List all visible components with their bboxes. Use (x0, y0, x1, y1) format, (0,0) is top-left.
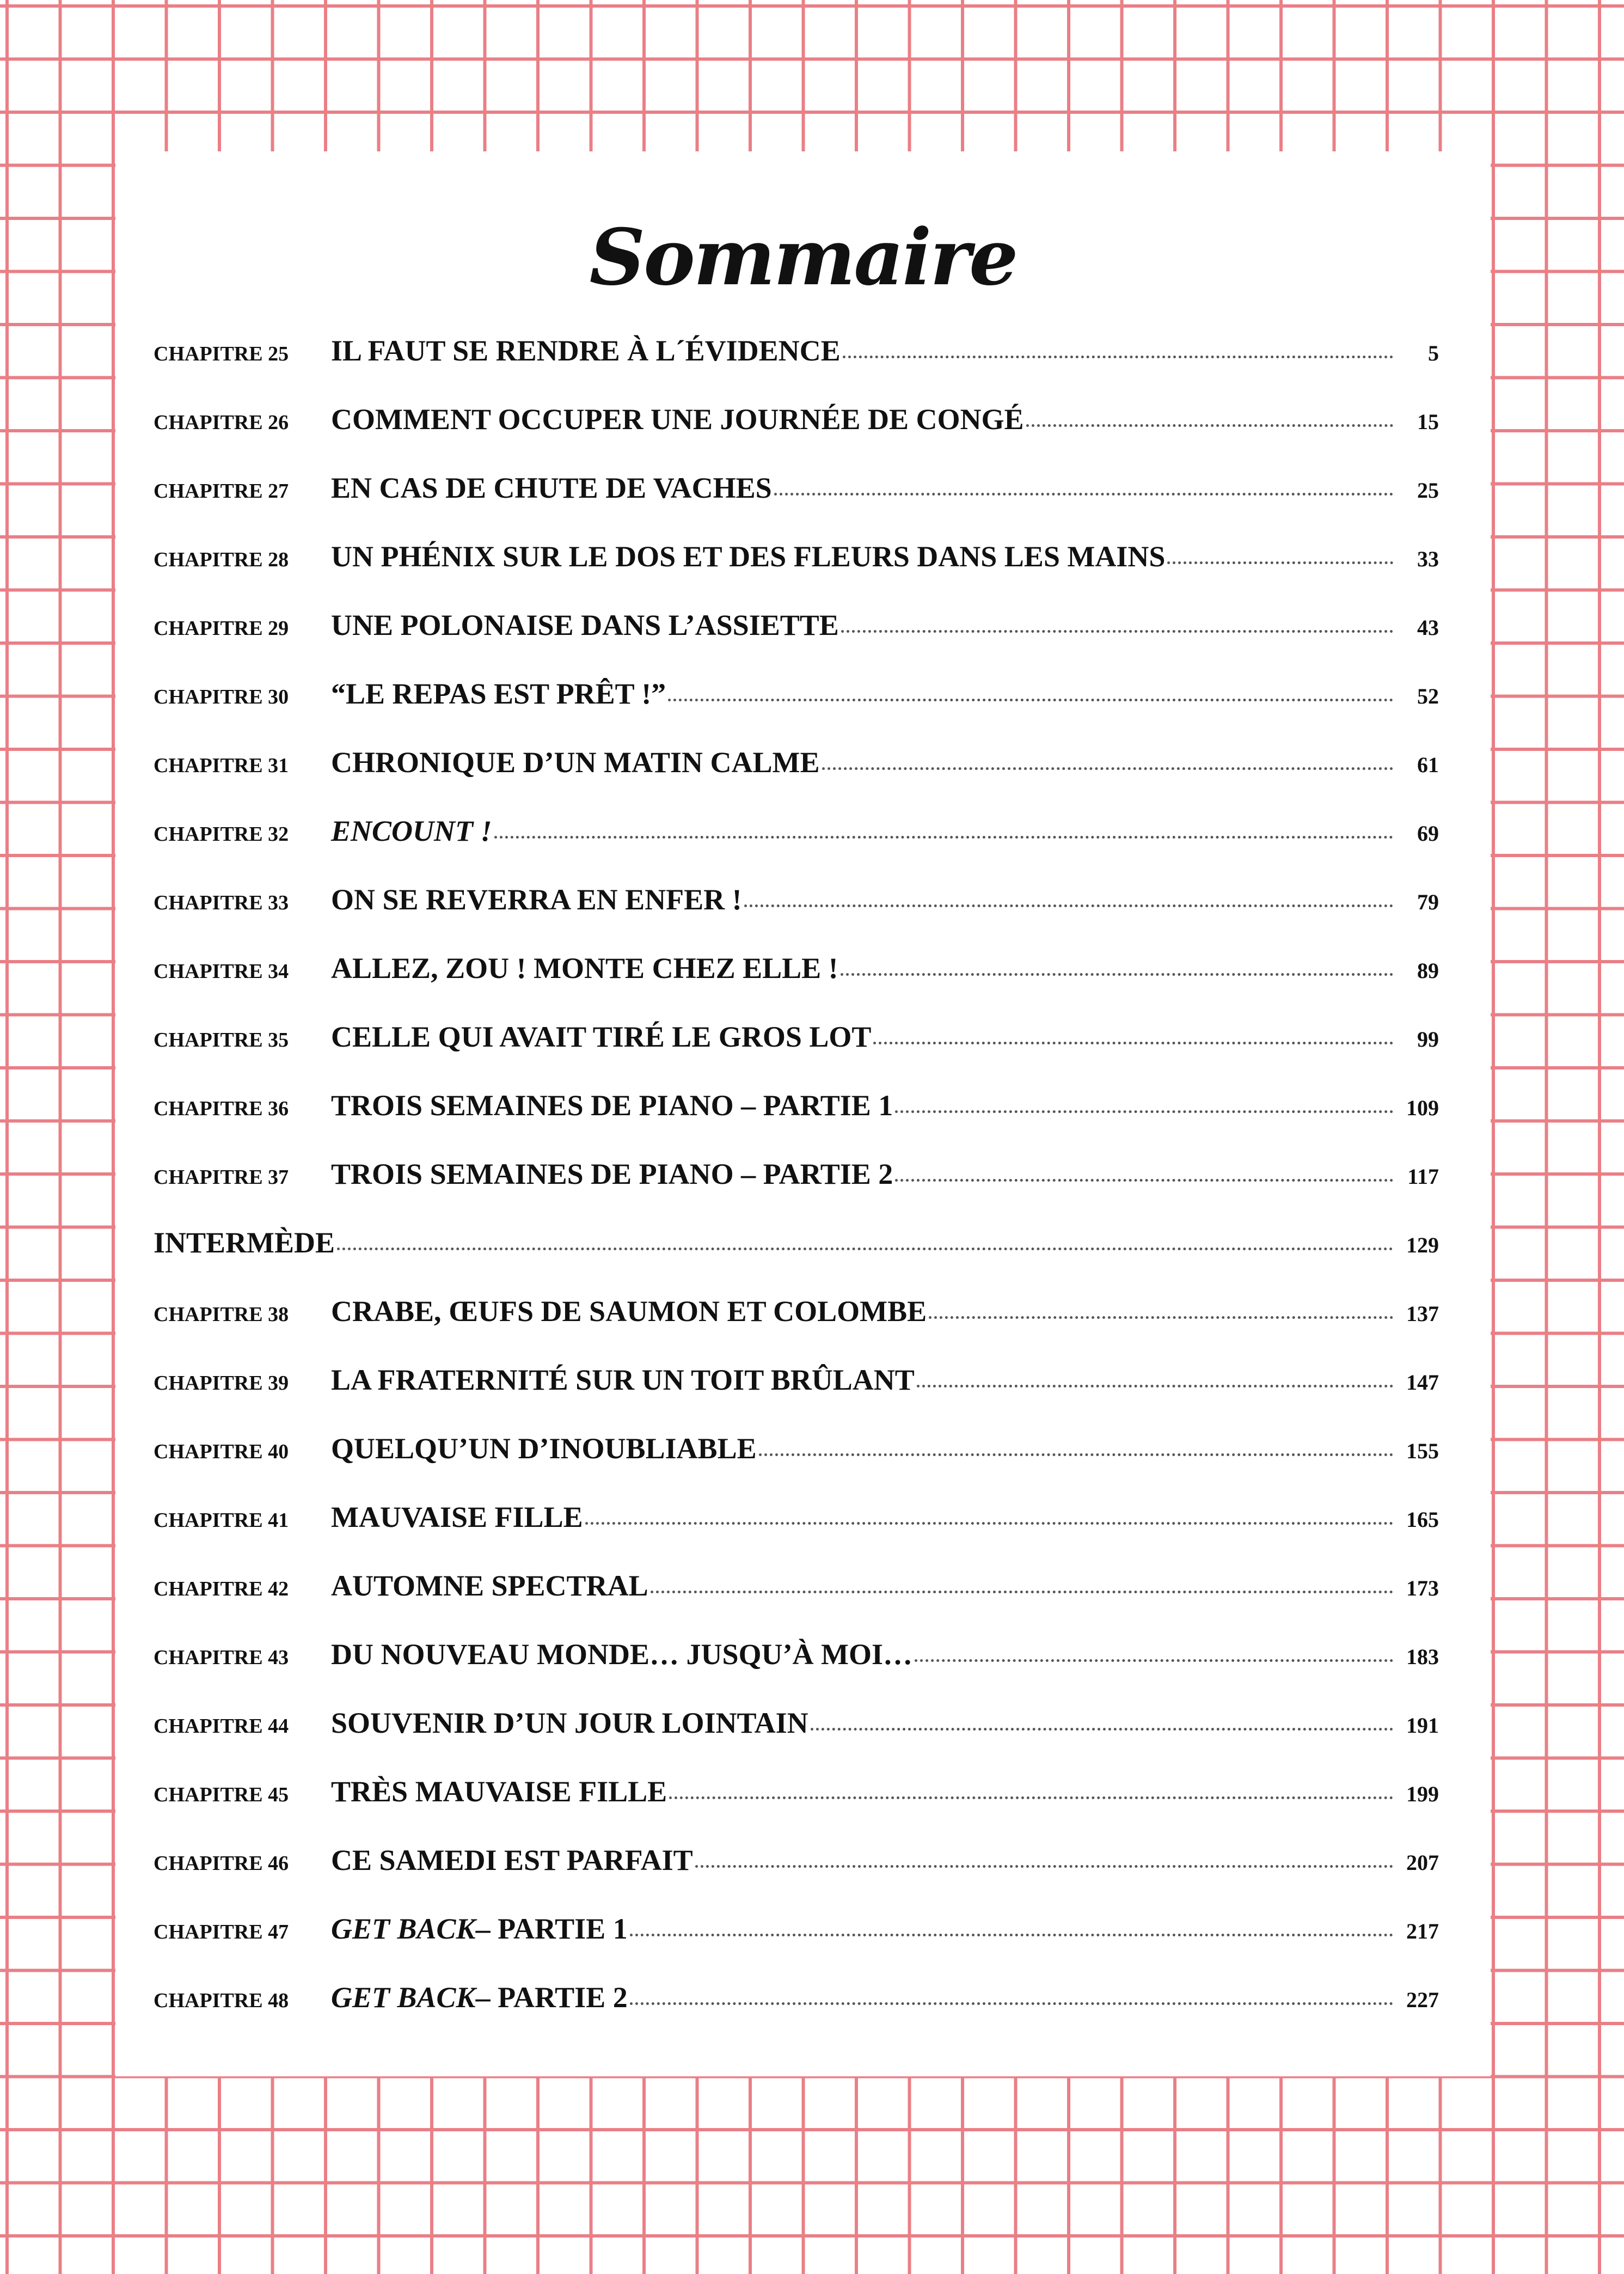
chapter-number: CHAPITRE 40 (154, 1440, 289, 1463)
chapter-number: CHAPITRE 32 (154, 823, 289, 846)
toc-entry (154, 1432, 1439, 1475)
dot-leader (774, 493, 1393, 496)
page-number: 52 (1417, 684, 1439, 708)
page-number: 173 (1406, 1576, 1439, 1600)
chapter-title: GET BACK (331, 1912, 476, 1945)
page-number: 183 (1406, 1645, 1439, 1669)
chapter-number: CHAPITRE 48 (154, 1989, 289, 2012)
toc-entry-interlude (154, 1226, 1439, 1269)
page-number: 15 (1417, 409, 1439, 434)
toc-entry (154, 1157, 1439, 1201)
toc-entry (154, 814, 1439, 858)
chapter-title: CHRONIQUE D’UN MATIN CALME (331, 746, 820, 779)
dot-leader (929, 1316, 1393, 1319)
page-number: 137 (1406, 1301, 1439, 1326)
dot-leader (873, 1042, 1393, 1044)
page-number: 89 (1417, 958, 1439, 983)
chapter-title: ON SE REVERRA EN ENFER ! (331, 883, 742, 916)
chapter-number: CHAPITRE 29 (154, 617, 289, 640)
toc-panel (115, 151, 1491, 2076)
chapter-title: ENCOUNT ! (331, 815, 492, 847)
toc-entry (154, 1294, 1439, 1338)
page-number: 129 (1406, 1233, 1439, 1257)
dot-leader (915, 1659, 1393, 1662)
dot-leader (895, 1110, 1393, 1113)
page-number: 61 (1417, 753, 1439, 777)
toc-entry (154, 951, 1439, 995)
chapter-number: CHAPITRE 34 (154, 960, 289, 983)
chapter-number: CHAPITRE 42 (154, 1578, 289, 1600)
chapter-title: CRABE, ŒUFS DE SAUMON ET COLOMBE (331, 1295, 927, 1328)
chapter-number: CHAPITRE 26 (154, 411, 289, 434)
chapter-title: IL FAUT SE RENDRE À L´ÉVIDENCE (331, 334, 841, 367)
chapter-number: CHAPITRE 37 (154, 1166, 289, 1189)
chapter-number: CHAPITRE 45 (154, 1783, 289, 1806)
dot-leader (630, 2002, 1393, 2005)
toc-entry (154, 608, 1439, 652)
toc-entry (154, 1020, 1439, 1063)
toc-entry (154, 1980, 1439, 2024)
dot-leader (669, 1796, 1393, 1799)
dot-leader (651, 1591, 1393, 1593)
page-number: 99 (1417, 1027, 1439, 1052)
toc-entry (154, 1637, 1439, 1681)
chapter-title: CE SAMEDI EST PARFAIT (331, 1844, 693, 1876)
chapter-title: UN PHÉNIX SUR LE DOS ET DES FLEURS DANS LES MAINS (331, 540, 1166, 573)
chapter-number: CHAPITRE 44 (154, 1715, 289, 1738)
toc-entry (154, 1569, 1439, 1612)
page-number: 25 (1417, 478, 1439, 503)
chapter-title: DU NOUVEAU MONDE… JUSQU’À MOI… (331, 1638, 912, 1671)
page-number: 207 (1406, 1850, 1439, 1875)
toc-entry (154, 471, 1439, 515)
chapter-title: ALLEZ, ZOU ! MONTE CHEZ ELLE ! (331, 952, 838, 985)
page-number: 69 (1417, 821, 1439, 846)
chapter-title: AUTOMNE SPECTRAL (331, 1569, 648, 1602)
chapter-title: GET BACK (331, 1981, 476, 2014)
page-title: Sommaire (589, 212, 1017, 303)
chapter-title: SOUVENIR D’UN JOUR LOINTAIN (331, 1707, 808, 1739)
page-number: 191 (1406, 1713, 1439, 1738)
dot-leader (744, 904, 1393, 907)
toc-entry (154, 402, 1439, 446)
chapter-title: TROIS SEMAINES DE PIANO – PARTIE 2 (331, 1158, 893, 1190)
dot-leader (843, 356, 1393, 358)
dot-leader (822, 767, 1394, 770)
dot-leader (1026, 424, 1393, 427)
chapter-title: “LE REPAS EST PRÊT !” (331, 677, 666, 710)
toc-entry (154, 1775, 1439, 1818)
toc-entry (154, 883, 1439, 926)
chapter-title: UNE POLONAISE DANS L’ASSIETTE (331, 609, 839, 641)
chapter-number: CHAPITRE 46 (154, 1852, 289, 1875)
chapter-title: TROIS SEMAINES DE PIANO – PARTIE 1 (331, 1089, 893, 1122)
chapter-number: CHAPITRE 31 (154, 754, 289, 777)
toc-entry (154, 1912, 1439, 1955)
page-number: 199 (1406, 1782, 1439, 1806)
chapter-title: LA FRATERNITÉ SUR UN TOIT BRÛLANT (331, 1364, 915, 1396)
page-number: 43 (1417, 615, 1439, 640)
page-number: 147 (1406, 1370, 1439, 1395)
chapter-title-suffix: – PARTIE 1 (475, 1912, 628, 1945)
chapter-number: CHAPITRE 38 (154, 1303, 289, 1326)
dot-leader (1167, 561, 1393, 564)
interlude-title: INTERMÈDE (154, 1226, 335, 1259)
chapter-number: CHAPITRE 33 (154, 891, 289, 914)
toc-entry (154, 745, 1439, 789)
chapter-title: EN CAS DE CHUTE DE VACHES (331, 472, 772, 504)
chapter-title: CELLE QUI AVAIT TIRÉ LE GROS LOT (331, 1020, 872, 1053)
dot-leader (668, 699, 1393, 701)
dot-leader (759, 1453, 1393, 1456)
chapter-number: CHAPITRE 47 (154, 1921, 289, 1943)
chapter-number: CHAPITRE 35 (154, 1029, 289, 1052)
toc-entry (154, 334, 1439, 377)
page-number: 165 (1406, 1507, 1439, 1532)
page-number: 79 (1417, 890, 1439, 914)
chapter-title: QUELQU’UN D’INOUBLIABLE (331, 1432, 757, 1465)
dot-leader (917, 1385, 1393, 1387)
page-number: 155 (1406, 1439, 1439, 1463)
page-number: 33 (1417, 547, 1439, 571)
chapter-number: CHAPITRE 28 (154, 548, 289, 571)
chapter-title-suffix: – PARTIE 2 (475, 1981, 628, 2014)
toc-entry (154, 1706, 1439, 1750)
chapter-number: CHAPITRE 39 (154, 1372, 289, 1395)
dot-leader (695, 1865, 1393, 1868)
toc-entry (154, 677, 1439, 720)
chapter-number: CHAPITRE 36 (154, 1097, 289, 1120)
chapter-number: CHAPITRE 41 (154, 1509, 289, 1532)
page-number: 217 (1406, 1919, 1439, 1943)
page-number: 109 (1406, 1096, 1439, 1120)
toc-entry (154, 1500, 1439, 1544)
dot-leader (841, 973, 1393, 976)
chapter-title: MAUVAISE FILLE (331, 1501, 583, 1533)
toc-entry (154, 1363, 1439, 1407)
page-number: 117 (1407, 1164, 1439, 1189)
dot-leader (494, 836, 1393, 839)
chapter-title: TRÈS MAUVAISE FILLE (331, 1775, 667, 1808)
chapter-title: COMMENT OCCUPER UNE JOURNÉE DE CONGÉ (331, 403, 1024, 436)
chapter-number: CHAPITRE 43 (154, 1646, 289, 1669)
chapter-number: CHAPITRE 25 (154, 343, 289, 365)
dot-leader (337, 1248, 1393, 1250)
dot-leader (585, 1522, 1393, 1525)
chapter-number: CHAPITRE 30 (154, 686, 289, 708)
toc-entry (154, 1843, 1439, 1887)
page-number: 5 (1428, 341, 1439, 365)
dot-leader (841, 630, 1393, 633)
page-number: 227 (1406, 1988, 1439, 2012)
toc-entry (154, 540, 1439, 583)
toc-entry (154, 1089, 1439, 1132)
dot-leader (811, 1728, 1393, 1731)
chapter-number: CHAPITRE 27 (154, 480, 289, 503)
dot-leader (895, 1179, 1393, 1182)
dot-leader (630, 1934, 1393, 1936)
